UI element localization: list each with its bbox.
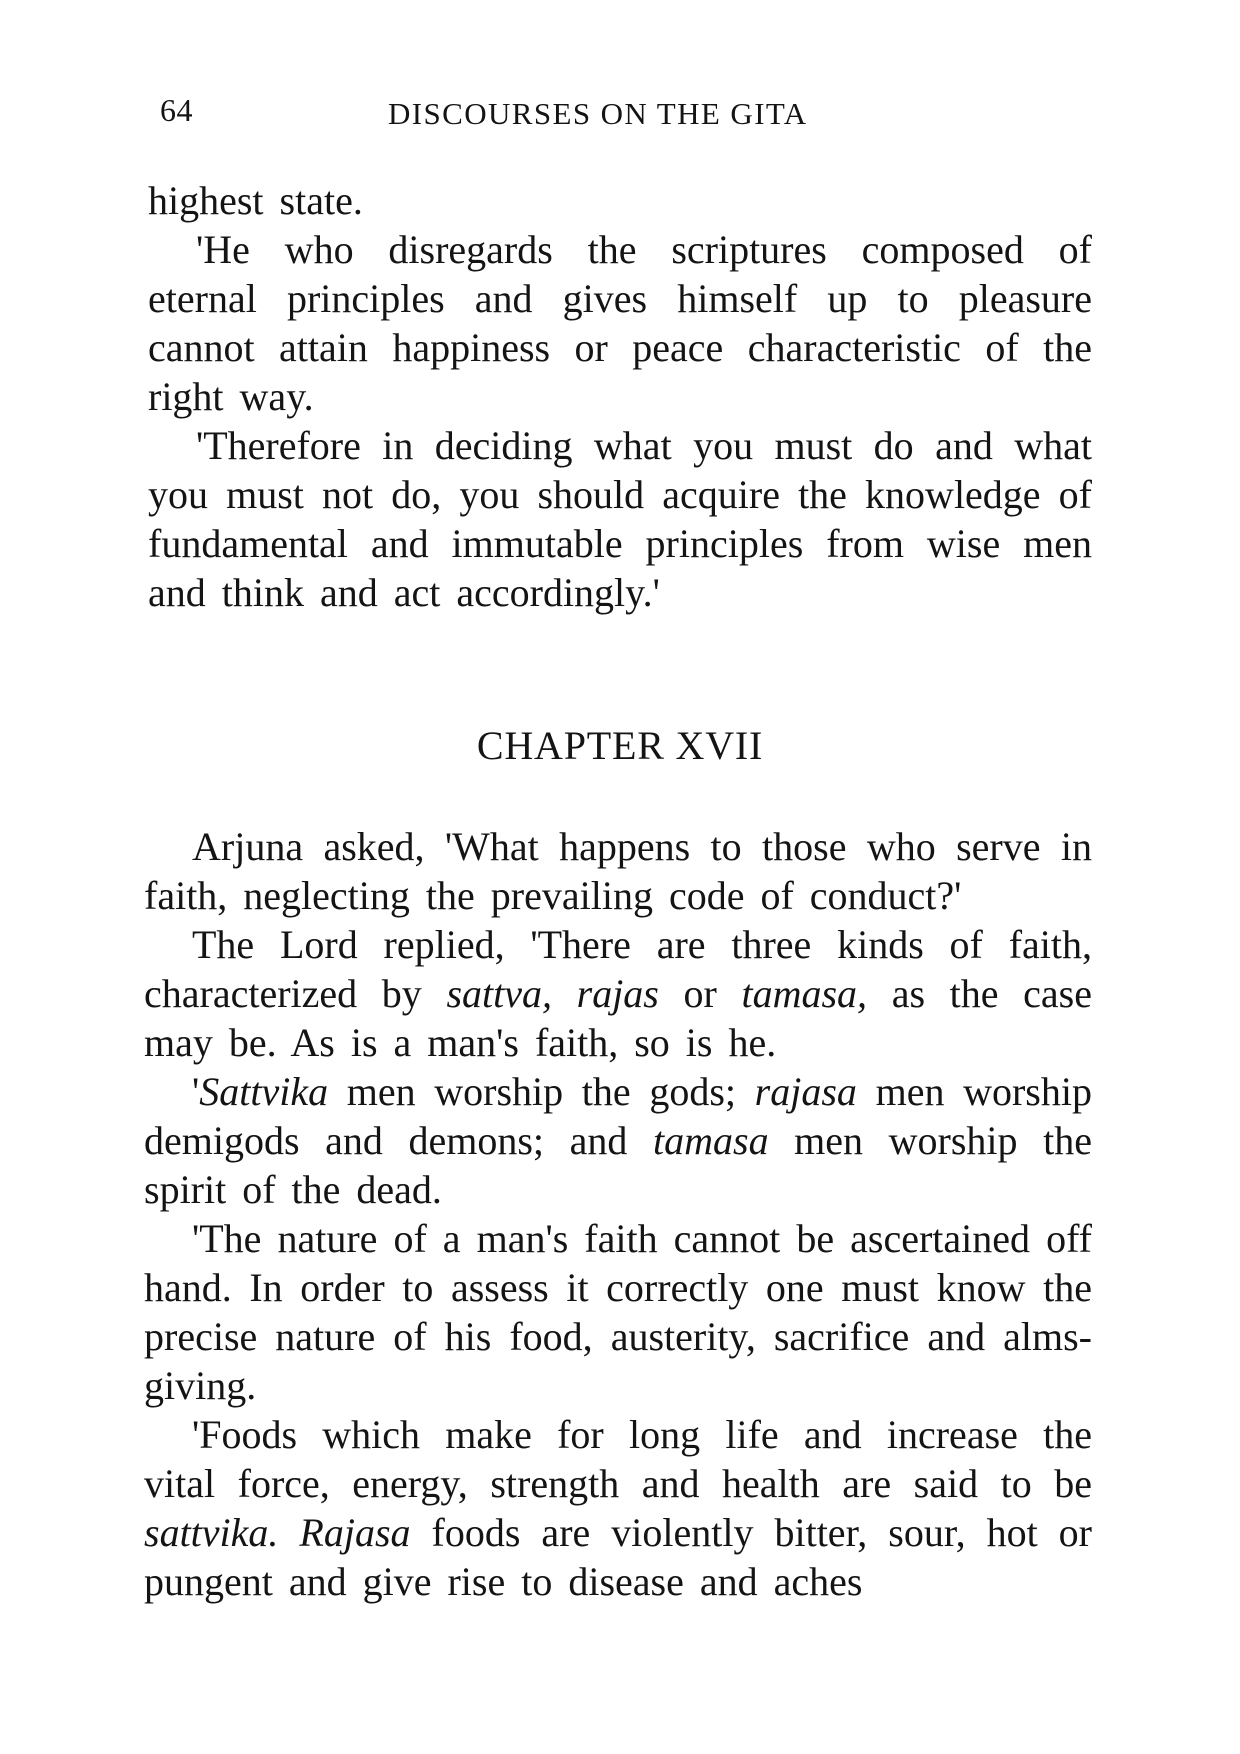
text-run: as the case may be. As is a man's faith, so is he. bbox=[144, 971, 1092, 1065]
paragraph bbox=[144, 1067, 1092, 1214]
paragraph: 'The nature of a man's faith cannot be ascertained off hand. In order to assess it correctly one must know the precise nature of his food, austerity, sacrifice and alms-giving. bbox=[144, 1216, 1092, 1408]
italic-term: tamasa bbox=[653, 1118, 769, 1163]
page-number: 64 bbox=[160, 92, 193, 128]
paragraph: 'Therefore in deciding what you must do and what you must not do, you should acquire the knowledge of fundamental and immutable principles from wise men and think and act accordingly.' bbox=[148, 423, 1092, 615]
text-run: men worship demigods and demons; and bbox=[144, 1069, 1092, 1163]
text-run: The Lord replied, 'There are three kinds of faith, characterized by bbox=[144, 922, 1092, 1016]
text-run: ' bbox=[192, 1069, 200, 1114]
italic-term: sattva, rajas bbox=[446, 971, 659, 1016]
text-run: men worship the gods; bbox=[328, 1069, 755, 1114]
text-run: or bbox=[658, 971, 742, 1016]
paragraph: 'He who disregards the scriptures composed of eternal principles and gives himself up to pleasure cannot attain happiness or peace characteristic of the right way. bbox=[148, 227, 1092, 419]
text-run bbox=[278, 1510, 299, 1555]
paragraph-continued: highest state. bbox=[148, 178, 363, 223]
book-title: DISCOURSES ON THE GITA bbox=[388, 96, 808, 131]
italic-term: sattvika. bbox=[144, 1510, 279, 1555]
chapter-text bbox=[144, 822, 1092, 1606]
paragraph bbox=[144, 920, 1092, 1067]
text-run: 'Foods which make for long life and increase the vital force, energy, strength and health are said to be bbox=[144, 1412, 1092, 1506]
italic-term: tamasa, bbox=[741, 971, 868, 1016]
text-run: foods are violently bitter, sour, hot or pungent and give rise to disease and aches bbox=[144, 1510, 1092, 1604]
previous-chapter-text bbox=[148, 176, 1092, 617]
chapter-heading: CHAPTER XVII bbox=[476, 723, 764, 768]
paragraph: Arjuna asked, 'What happens to those who serve in faith, neglecting the prevailing code of conduct?' bbox=[144, 824, 1092, 918]
running-head bbox=[160, 92, 1080, 142]
italic-term: Sattvika bbox=[199, 1069, 329, 1114]
italic-term: rajasa bbox=[754, 1069, 857, 1114]
paragraph bbox=[144, 1410, 1092, 1606]
italic-term: Rajasa bbox=[299, 1510, 411, 1555]
text-run: men worship the spirit of the dead. bbox=[144, 1118, 1092, 1212]
